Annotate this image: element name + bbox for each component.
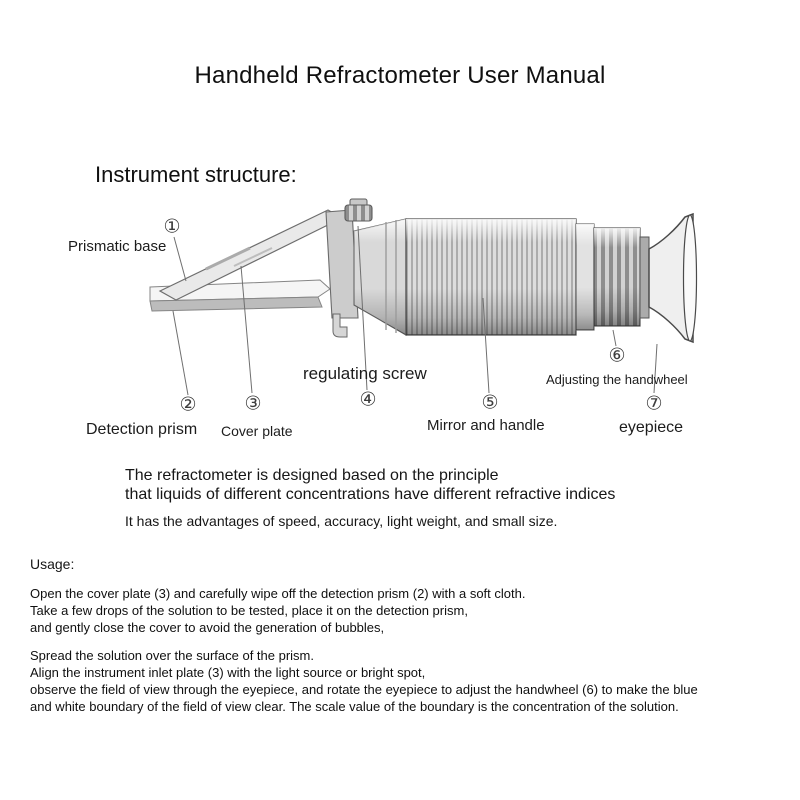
usage-para1-line-3: and gently close the cover to avoid the generation of bubbles, (30, 620, 385, 635)
description-line-1: The refractometer is designed based on the principle (125, 467, 499, 484)
section-heading: Instrument structure: (95, 162, 297, 187)
callout-2: ② (179, 393, 197, 416)
usage-heading: Usage: (30, 556, 75, 572)
label-regulating-screw: regulating screw (303, 364, 427, 383)
label-detection-prism: Detection prism (86, 421, 198, 438)
page-title: Handheld Refractometer User Manual (194, 62, 606, 89)
callout-6: ⑥ (608, 344, 626, 367)
regulating-screw-drawing (345, 199, 372, 221)
description-line-2: that liquids of different concentrations have different refractive indices (125, 486, 616, 503)
grip-body-drawing (406, 219, 576, 335)
callout-1: ① (163, 215, 181, 238)
label-eyepiece: eyepiece (619, 419, 684, 436)
label-adjusting-handwheel: Adjusting the handwheel (546, 372, 688, 387)
handwheel-drawing (594, 228, 640, 326)
usage-para1-line-1: Open the cover plate (3) and carefully wipe off the detection prism (2) with a soft cloth. (30, 586, 526, 601)
usage-para2-line-3: observe the field of view through the eyepiece, and rotate the eyepiece to adjust the handwheel (6) to make the blue (30, 682, 698, 697)
label-mirror-and-handle: Mirror and handle (427, 417, 545, 434)
callout-7: ⑦ (645, 392, 663, 415)
usage-para1-line-2: Take a few drops of the solution to be tested, place it on the detection prism, (30, 603, 468, 618)
callout-3: ③ (244, 392, 262, 415)
label-prismatic-base: Prismatic base (68, 238, 167, 255)
collar-drawing (576, 224, 594, 330)
description-line-3: It has the advantages of speed, accuracy, light weight, and small size. (125, 513, 558, 529)
body-taper-drawing (354, 219, 406, 335)
callout-4: ④ (359, 388, 377, 411)
callout-5: ⑤ (481, 391, 499, 414)
eyepiece-drawing (640, 214, 697, 342)
hinge-block-drawing (326, 210, 358, 337)
usage-para2-line-1: Spread the solution over the surface of the prism. (30, 648, 314, 663)
label-cover-plate: Cover plate (221, 423, 293, 439)
usage-para2-line-4: and white boundary of the field of view clear. The scale value of the boundary is the concentration of the solution. (30, 699, 679, 714)
usage-para2-line-2: Align the instrument inlet plate (3) with the light source or bright spot, (30, 665, 426, 680)
